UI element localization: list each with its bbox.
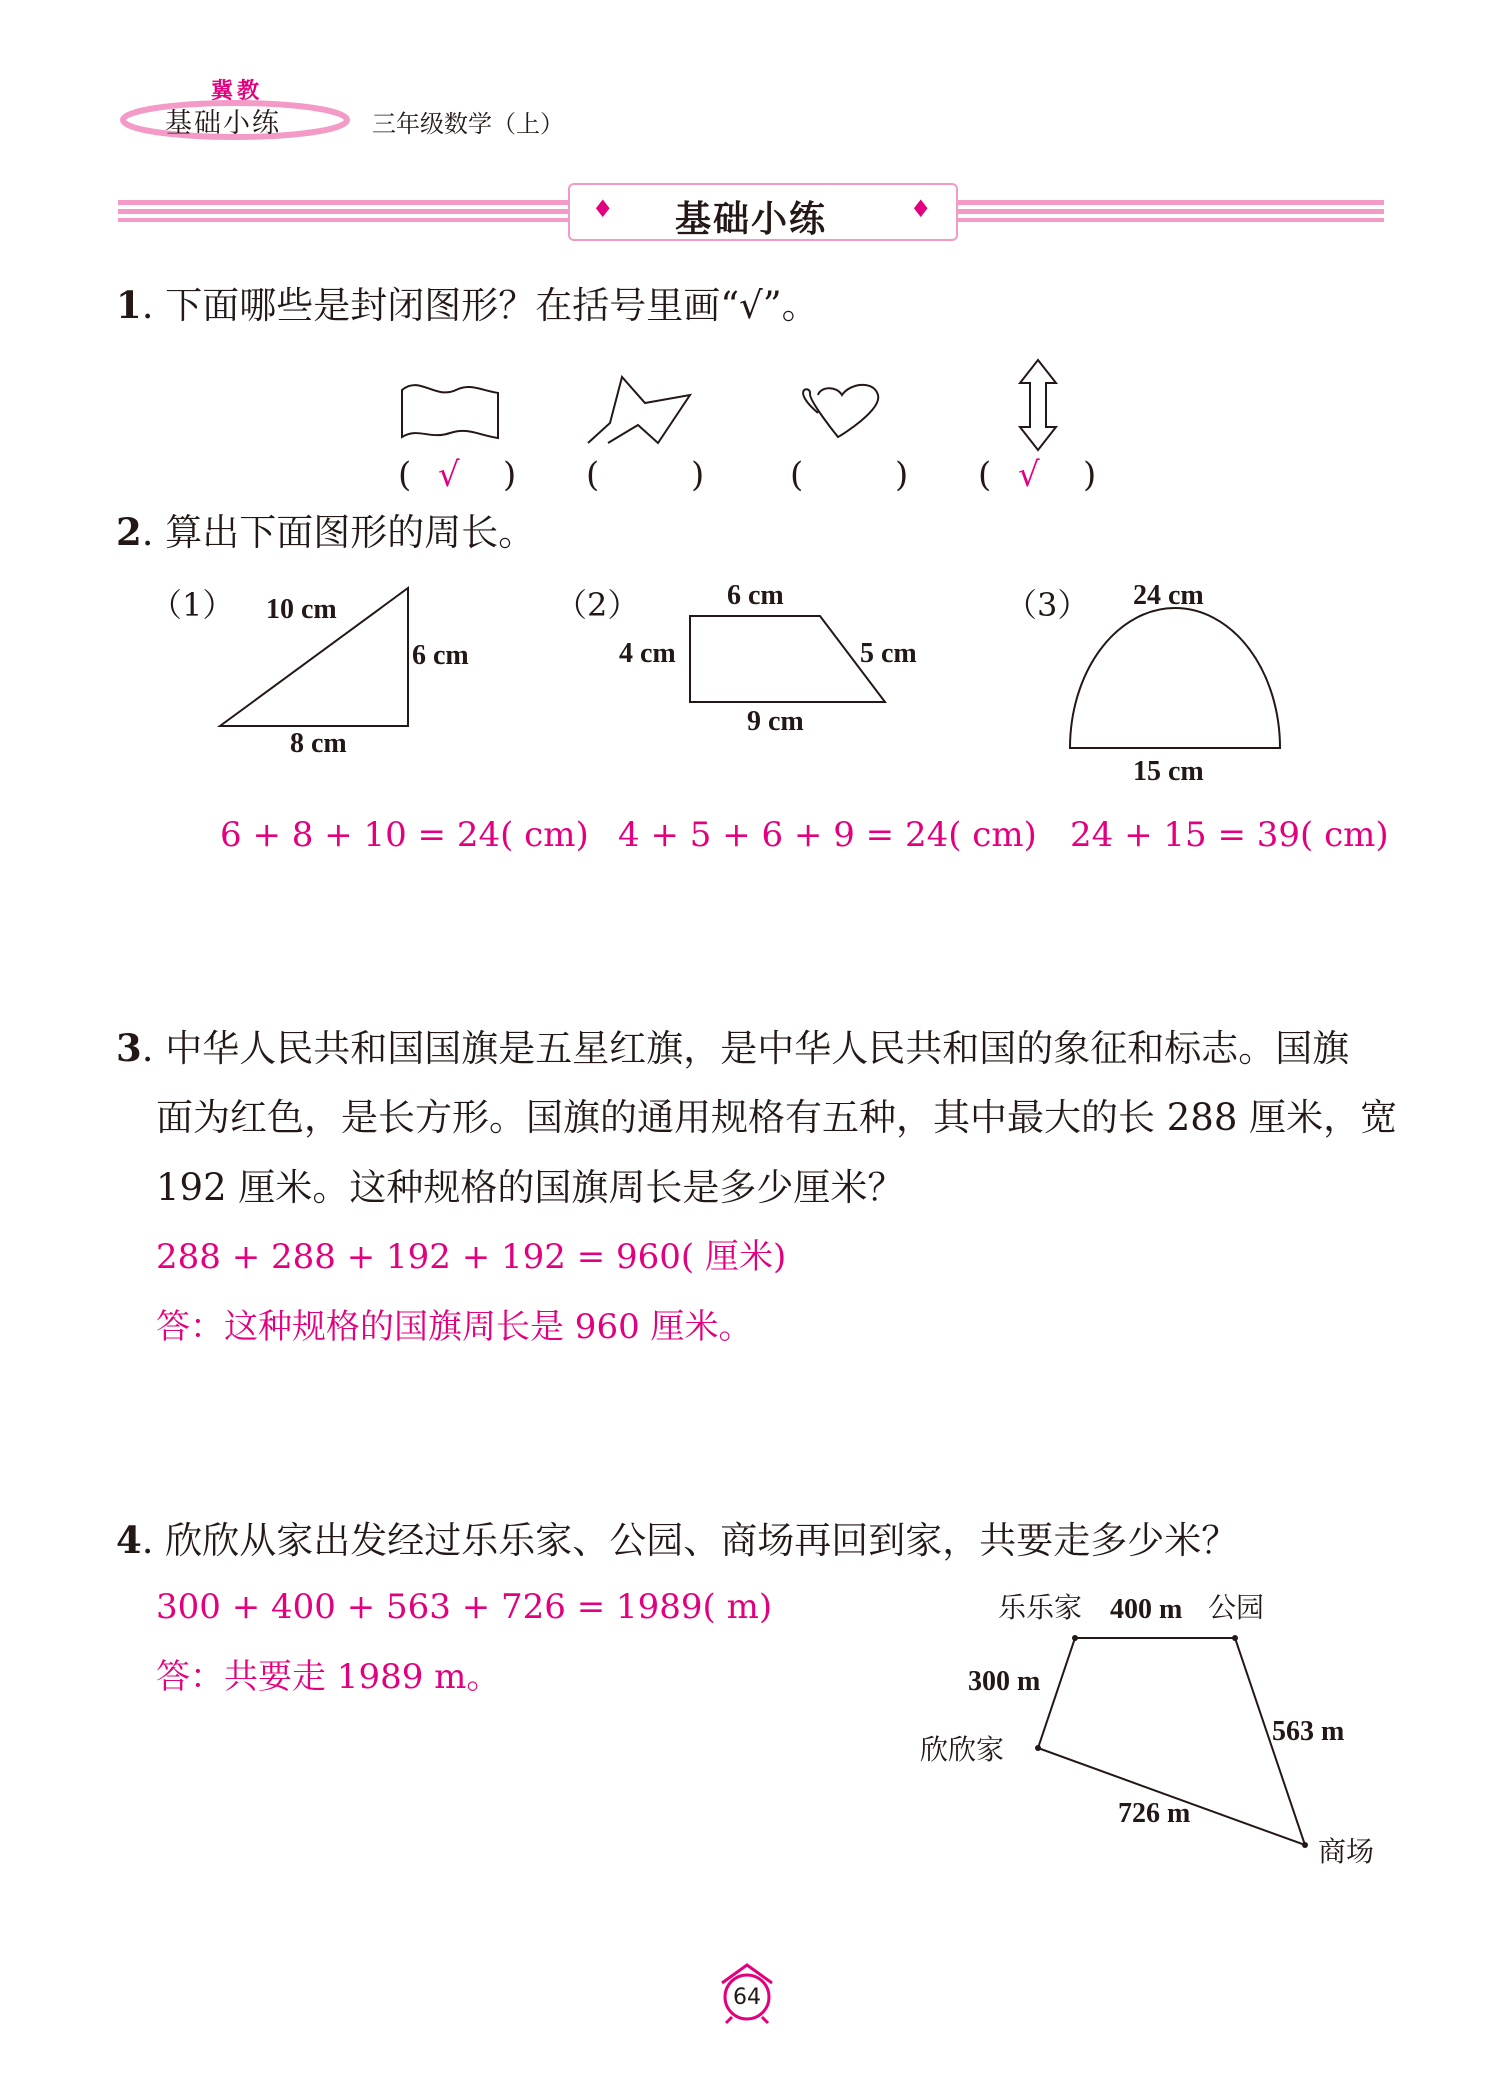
broken-star-shape-icon [588,377,690,443]
side-label: 6 cm [412,640,469,671]
diamond-right-icon: ♦ [910,195,932,223]
figure-1 [150,580,510,780]
figure-tag: （1） [150,586,235,624]
flag-shape-icon [402,385,498,438]
side-label: 9 cm [747,706,804,737]
figure-tag: （3） [1005,586,1090,624]
figure-1-answer: 6 + 8 + 10 = 24( cm) [220,815,589,855]
side-label: 4 cm [619,638,676,669]
q3-prompt-line1: 3. 中华人民共和国国旗是五星红旗，是中华人民共和国的象征和标志。国旗 [116,1026,1350,1070]
subject-label: 三年级数学（上） [372,110,564,138]
figure-tag: （2） [555,586,640,624]
q3-number: 3 [116,1026,142,1070]
q1-answer-1: ( √ ) [398,455,517,495]
heart-shape-icon [803,385,878,437]
q1-answer-2: ( ) [586,455,705,495]
figure-2 [555,580,955,780]
distance-label: 563 m [1272,1716,1345,1747]
distance-label: 726 m [1118,1798,1191,1829]
check-mark: √ [438,455,460,495]
q1-text: . 下面哪些是封闭图形？在括号里画“√”。 [141,284,819,327]
q2-text: . 算出下面图形的周长。 [141,511,536,554]
q4-conclusion: 答：共要走 1989 m。 [156,1657,501,1697]
section-title: 基础小练 [675,199,828,240]
q1-answer-3: ( ) [790,455,909,495]
q4-number: 4 [116,1518,142,1562]
section-title-box [568,183,958,241]
place-lele-home: 乐乐家 [998,1591,1083,1624]
side-label: 24 cm [1133,580,1204,611]
figure-3 [1005,580,1365,800]
brand-small: 冀教 [211,79,264,104]
page-number-badge [712,1955,782,2025]
side-label: 5 cm [860,638,917,669]
q3-prompt-line3: 192 厘米。这种规格的国旗周长是多少厘米？ [156,1166,905,1209]
page-number: 64 [733,1985,761,2010]
side-label: 8 cm [290,728,347,759]
figure-3-answer: 24 + 15 = 39( cm) [1070,815,1389,855]
q3-conclusion: 答：这种规格的国旗周长是 960 厘米。 [156,1307,753,1347]
side-label: 6 cm [727,580,784,611]
figure-2-answer: 4 + 5 + 6 + 9 = 24( cm) [618,815,1037,855]
place-xinxin-home: 欣欣家 [920,1733,1005,1766]
double-arrow-shape-icon [1020,360,1056,450]
q3-prompt-line2: 面为红色，是长方形。国旗的通用规格有五种，其中最大的长 288 厘米，宽 [156,1096,1398,1139]
distance-label: 400 m [1110,1594,1183,1625]
side-label: 10 cm [266,594,337,625]
q4-equation: 300 + 400 + 563 + 726 = 1989( m) [156,1587,773,1627]
q2-prompt [116,512,535,553]
q1-number: 1 [116,283,142,327]
side-label: 15 cm [1133,756,1204,787]
q2-number: 2 [116,510,142,554]
q1-shapes [390,355,1110,455]
q3-equation: 288 + 288 + 192 + 192 = 960( 厘米) [156,1237,787,1277]
place-mall: 商场 [1318,1835,1375,1868]
brand-title: 基础小练 [165,108,281,139]
distance-label: 300 m [968,1666,1041,1697]
q1-answer-4: ( √ ) [978,455,1097,495]
route-map [910,1570,1410,1870]
header-logo [115,68,365,148]
diamond-left-icon: ♦ [592,195,614,223]
place-park: 公园 [1208,1591,1265,1624]
check-mark: √ [1018,455,1040,495]
q1-prompt [116,285,819,326]
q4-prompt: 4. 欣欣从家出发经过乐乐家、公园、商场再回到家，共要走多少米？ [116,1518,1239,1562]
